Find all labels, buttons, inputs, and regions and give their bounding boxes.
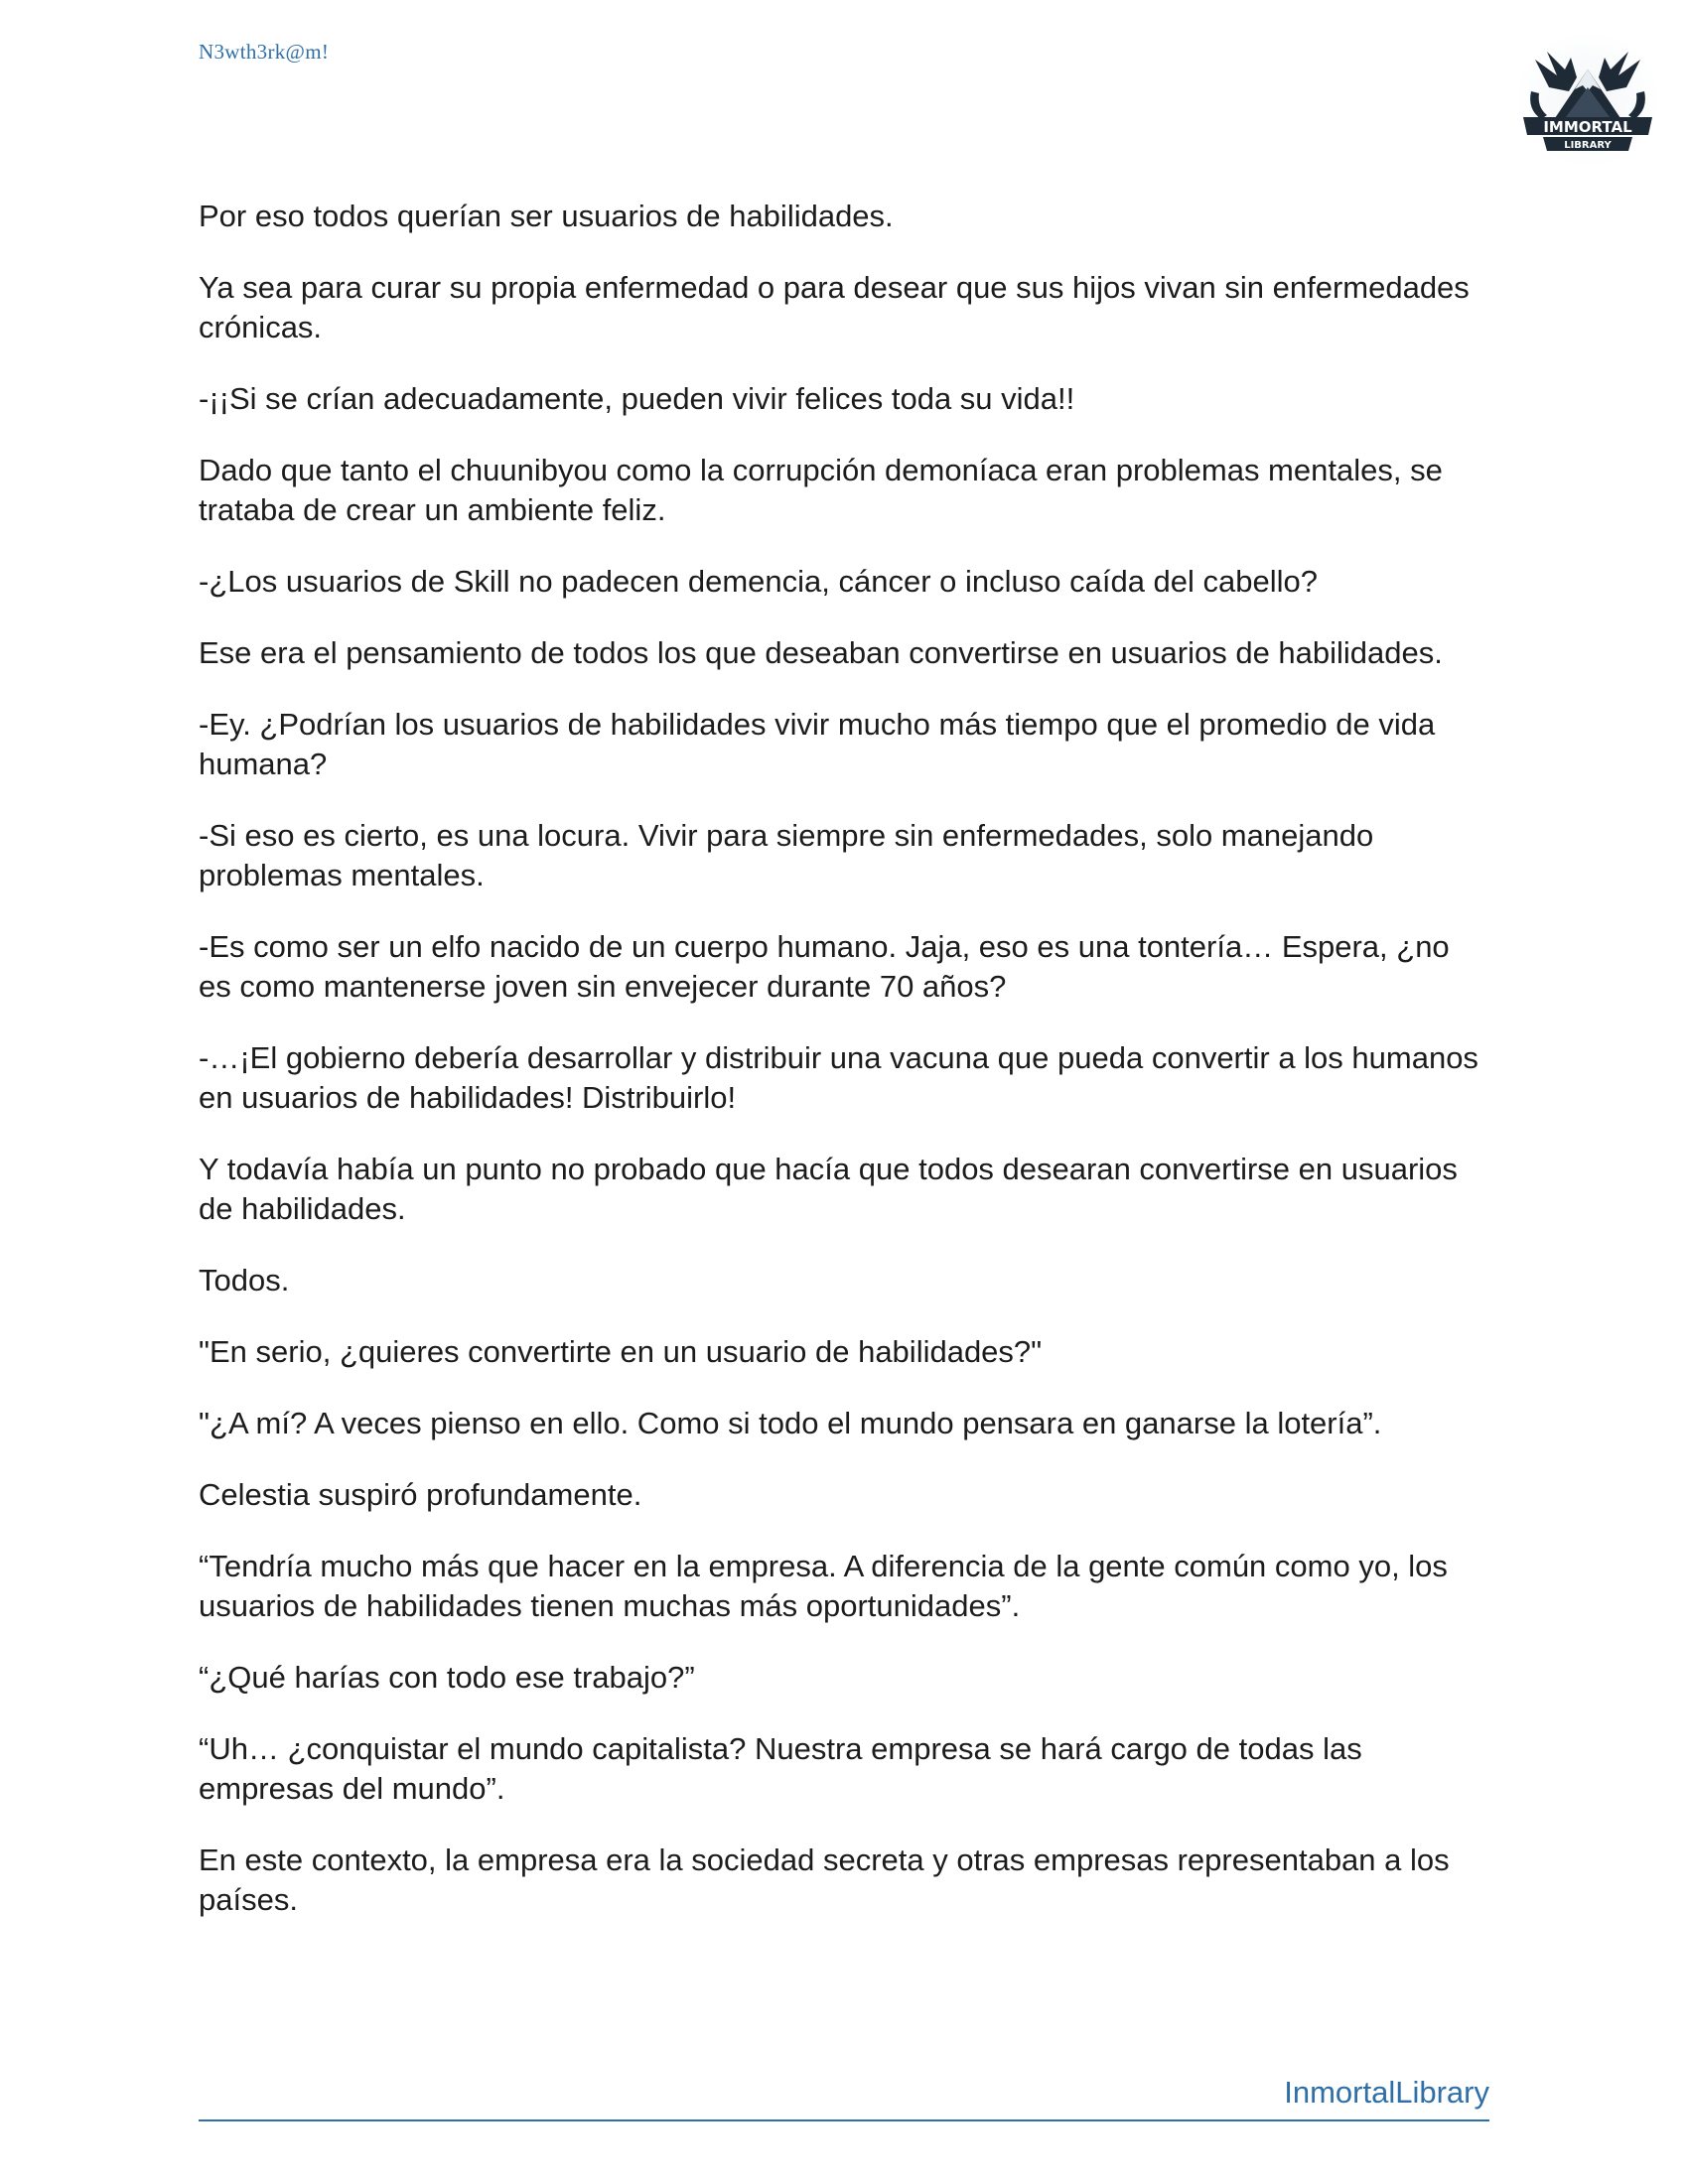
paragraph: Ese era el pensamiento de todos los que deseaban convertirse en usuarios de habilidades. <box>199 635 1443 670</box>
footer-divider <box>199 2119 1489 2121</box>
immortal-library-logo-icon <box>1513 30 1662 169</box>
paragraph: -Ey. ¿Podrían los usuarios de habilidades vivir mucho más tiempo que el promedio de vida humana? <box>199 707 1436 781</box>
paragraph: Dado que tanto el chuunibyou como la corrupción demoníaca eran problemas mentales, se trataba de crear un ambiente feliz. <box>199 453 1443 527</box>
paragraph: “Tendría mucho más que hacer en la empresa. A diferencia de la gente común como yo, los usuarios de habilidades tienen muchas más oportunidades”. <box>199 1549 1448 1623</box>
paragraph: -Es como ser un elfo nacido de un cuerpo humano. Jaja, eso es una tontería… Espera, ¿no es como mantenerse joven sin envejecer durante 70 años? <box>199 929 1450 1004</box>
chapter-text <box>199 197 1489 1952</box>
paragraph: Y todavía había un punto no probado que hacía que todos desearan convertirse en usuarios de habilidades. <box>199 1152 1458 1226</box>
logo-line1: IMMORTAL <box>1543 118 1632 136</box>
paragraph: “¿Qué harías con todo ese trabajo?” <box>199 1660 695 1695</box>
paragraph: -¿Los usuarios de Skill no padecen demencia, cáncer o incluso caída del cabello? <box>199 564 1319 599</box>
paragraph: Ya sea para curar su propia enfermedad o para desear que sus hijos vivan sin enfermedades crónicas. <box>199 270 1470 344</box>
paragraph: Todos. <box>199 1263 290 1297</box>
paragraph: "¿A mí? A veces pienso en ello. Como si todo el mundo pensara en ganarse la lotería”. <box>199 1406 1382 1440</box>
header-watermark: N3wth3rk@m! <box>199 40 330 64</box>
paragraph: Celestia suspiró profundamente. <box>199 1477 642 1512</box>
paragraph: "En serio, ¿quieres convertirte en un usuario de habilidades?" <box>199 1334 1043 1369</box>
paragraph: -¡¡Si se crían adecuadamente, pueden vivir felices toda su vida!! <box>199 381 1075 416</box>
logo-line2: LIBRARY <box>1564 140 1612 151</box>
paragraph: “Uh… ¿conquistar el mundo capitalista? Nuestra empresa se hará cargo de todas las empresas del mundo”. <box>199 1731 1362 1806</box>
paragraph: -…¡El gobierno debería desarrollar y distribuir una vacuna que pueda convertir a los humanos en usuarios de habilidades! Distribuirlo! <box>199 1040 1478 1115</box>
paragraph: Por eso todos querían ser usuarios de habilidades. <box>199 199 894 233</box>
footer-library-link[interactable]: InmortalLibrary <box>1284 2075 1489 2110</box>
paragraph: En este contexto, la empresa era la sociedad secreta y otras empresas representaban a los países. <box>199 1843 1450 1917</box>
paragraph: -Si eso es cierto, es una locura. Vivir para siempre sin enfermedades, solo manejando problemas mentales. <box>199 818 1374 892</box>
